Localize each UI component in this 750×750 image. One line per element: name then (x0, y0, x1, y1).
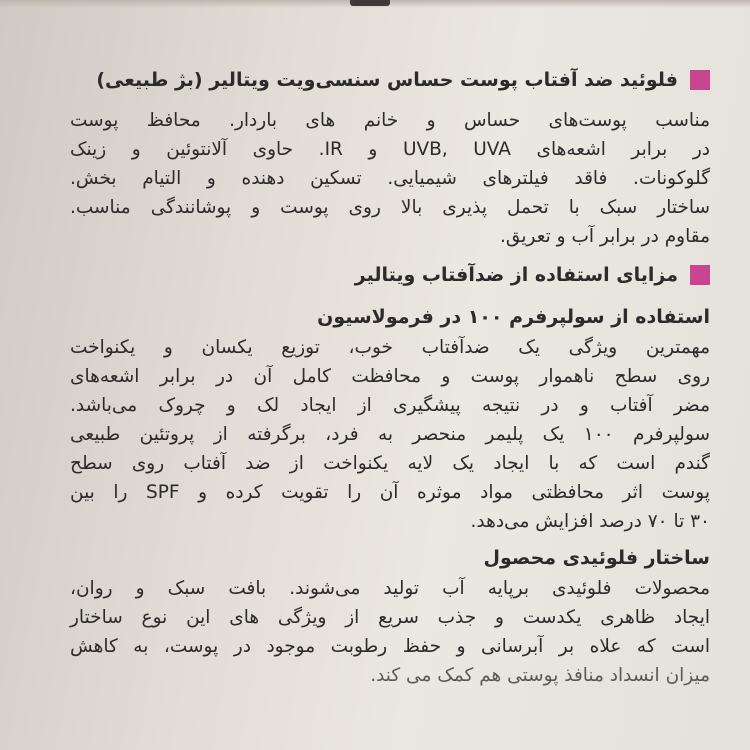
description-line: ساختار سبک با تحمل پذیری بالا روی پوست و پوشانندگی مناسب. (70, 197, 710, 218)
description-line: مقاوم در برابر آب و تعریق. (500, 226, 710, 247)
solperform-paragraph (70, 333, 710, 536)
paragraph-line: ۳۰ تا ۷۰ درصد افزایش می‌دهد. (470, 511, 710, 532)
paragraph-line: است که علاه بر آبرسانی و حفظ رطوبت موجود در پوست، به کاهش (70, 636, 710, 657)
fluid-structure-subtitle: ساختار فلوئیدی محصول (483, 547, 710, 569)
section-benefits-heading (70, 257, 710, 293)
description-panel (70, 62, 710, 690)
description-line: در برابر اشعه‌های UVB, UVA و IR. حاوی آلانتوئین و زینک (70, 139, 710, 160)
square-bullet-icon (690, 265, 710, 285)
description-line: مناسب پوست‌های حساس و خانم های باردار. محافظ پوست (70, 110, 710, 131)
paragraph-line: روی سطح ناهموار پوست و محافظت کامل آن در برابر اشعه‌های (70, 366, 710, 387)
paragraph-line: محصولات فلوئیدی برپایه آب تولید می‌شوند. بافت سبک و روان، (70, 578, 710, 599)
paragraph-line: گندم است که با ایجاد یک لایه یکنواخت از ضد آفتاب روی سطح (70, 453, 710, 474)
fluid-structure-paragraph (70, 574, 710, 690)
solperform-subtitle: استفاده از سولپرفرم ۱۰۰ در فرمولاسیون (317, 306, 710, 328)
paragraph-line: ایجاد ظاهری یکدست و جذب سریع از ویژگی های این نوع ساختار (70, 607, 710, 628)
product-description (70, 106, 710, 251)
benefits-title: مزایای استفاده از ضدآفتاب ویتالیر (354, 264, 678, 286)
section-product-heading (70, 62, 710, 98)
description-line: گلوکونات. فاقد فیلترهای شیمیایی. تسکین دهنده و التیام بخش. (70, 168, 710, 189)
paragraph-line: سولپرفرم ۱۰۰ یک پلیمر منحصر به فرد، برگرفته از پروتئین طبیعی (70, 424, 710, 445)
paragraph-line: مضر آفتاب و در نتیجه پیشگیری از ایجاد لک و چروک می‌باشد. (70, 395, 710, 416)
paragraph-line: مهمترین ویژگی یک ضدآفتاب خوب، توزیع یکسان و یکنواخت (70, 337, 710, 358)
paragraph-line: پوست اثر محافظتی مواد موثره آن را تقویت کرده و SPF را بین (70, 482, 710, 503)
product-title: فلوئید ضد آفتاب پوست حساس سنسی‌ویت ویتالیر (بژ طبیعی) (96, 69, 678, 91)
paragraph-line: میزان انسداد منافذ پوستی هم کمک می کند. (370, 665, 710, 686)
cropped-top-fragment (350, 0, 390, 6)
square-bullet-icon (690, 70, 710, 90)
